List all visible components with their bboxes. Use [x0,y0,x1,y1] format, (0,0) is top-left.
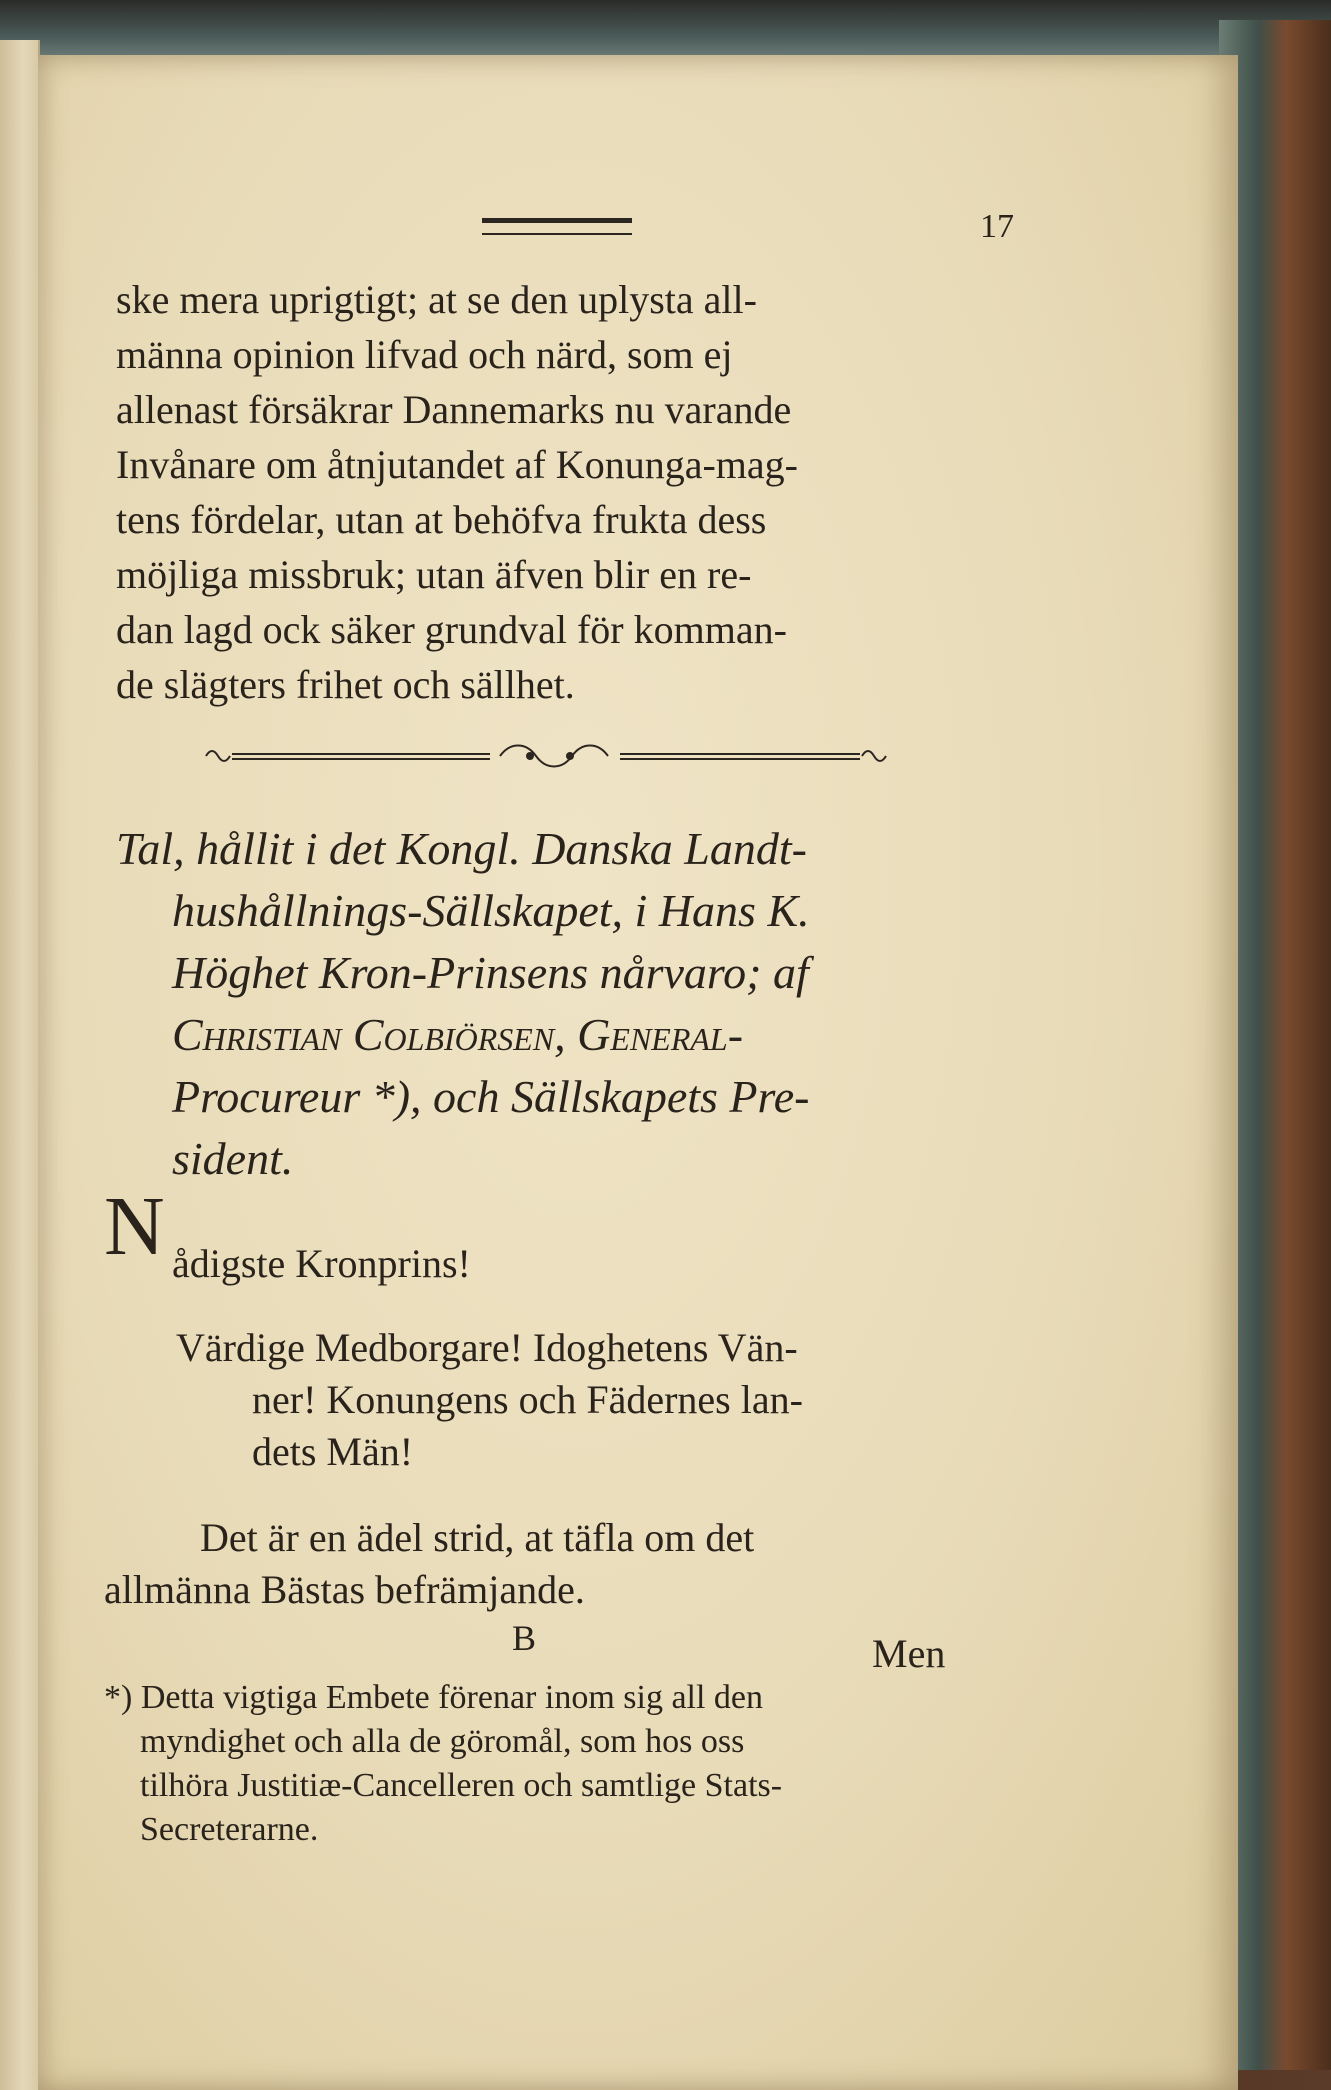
text-line: tens fördelar, utan at behöfva frukta dess [116,497,767,542]
opening-paragraph [104,1512,984,1616]
text-line: ner! Konungens och Fädernes lan- [252,1377,803,1422]
text-line: Invånare om åtnjutandet af Konunga-mag- [116,442,798,487]
text-line: möjliga missbruk; utan äfven blir en re- [116,552,752,597]
facing-page-edge [0,40,40,2090]
header-rule [482,218,632,235]
text-line: allenast försäkrar Dannemarks nu varande [116,387,792,432]
text-line: dets Män! [252,1429,414,1474]
footnote-line: Secreterarne. [140,1811,319,1848]
footnote-line: myndighet och alla de göromål, som hos oss [140,1723,745,1760]
body-paragraph [116,272,996,712]
salutation: ådigste Kronprins! [172,1241,471,1286]
catchword: Men [872,1631,946,1676]
address-paragraph [176,1322,996,1478]
text-line: männa opinion lifvad och närd, som ej [116,332,733,377]
page-number: 17 [980,208,1014,245]
title-line-author: Christian Colbiörsen, General- [172,1009,744,1060]
footnote-line: *) Detta vigtiga Embete förenar inom sig all den [104,1679,764,1716]
book-cover-top [0,0,1331,60]
signature-mark: B [512,1618,537,1658]
ornamental-divider [200,740,890,770]
title-line: sident. [172,1133,294,1184]
text-line: ske mera uprigtigt; at se den uplysta all- [116,277,757,322]
text-line: Värdige Medborgare! Idoghetens Vän- [176,1325,798,1370]
text-line: allmänna Bästas befrämjande. [104,1567,585,1612]
title-line: Höghet Kron-Prinsens nårvaro; af [172,947,809,998]
title-line: Procureur *), och Sällskapets Pre- [172,1071,810,1122]
footnote [104,1676,984,1852]
title-line: Tal, hållit i det Kongl. Danska Landt- [116,823,807,874]
text-line: de slägters frihet och sällhet. [116,662,575,707]
title-line: hushållnings-Sällskapet, i Hans K. [172,885,810,936]
drop-cap: N [104,1180,165,1273]
text-line: dan lagd ock säker grundval för komman- [116,607,787,652]
text-line: Det är en ädel strid, at täfla om det [200,1515,755,1560]
footnote-line: tilhöra Justitiæ-Cancelleren och samtlige Stats- [140,1767,783,1804]
speech-title [116,818,996,1190]
